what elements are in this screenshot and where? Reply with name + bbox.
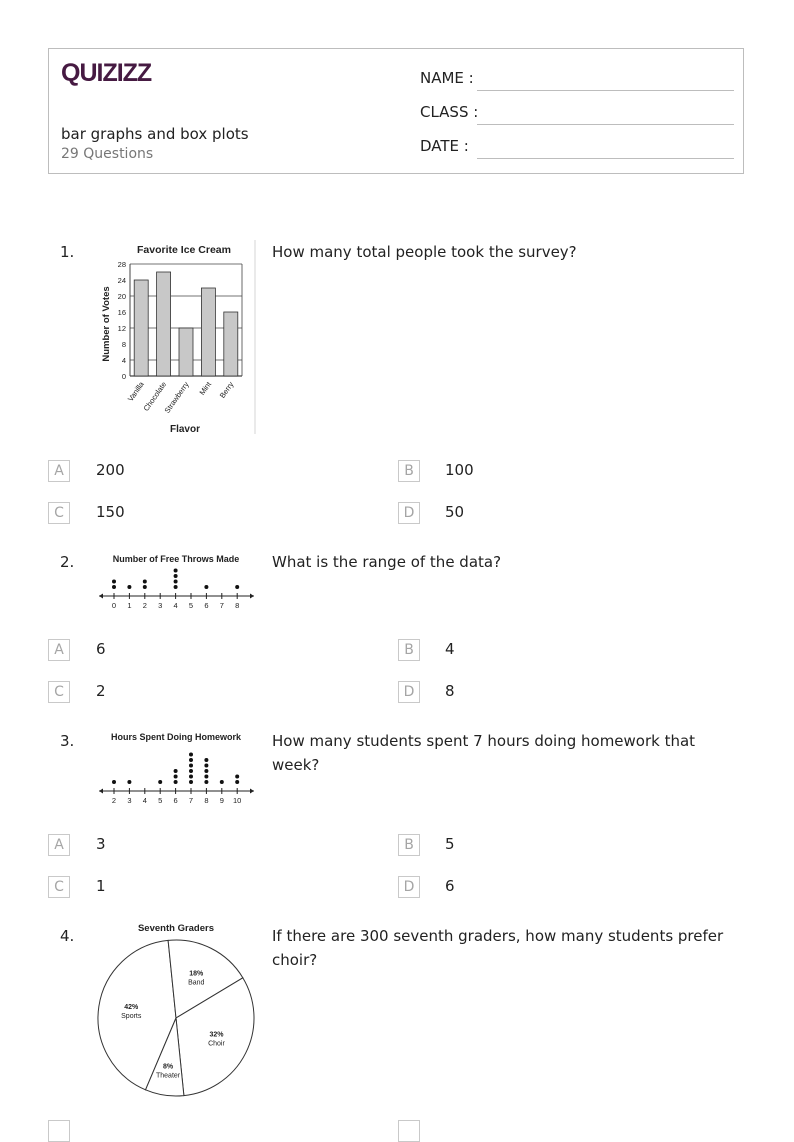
dot <box>189 764 193 768</box>
option-box-c[interactable]: C <box>48 876 70 898</box>
date-field[interactable] <box>420 135 734 159</box>
option-box-c[interactable]: C <box>48 681 70 703</box>
x-tick-label: 2 <box>111 796 117 805</box>
bar-vanilla <box>134 280 148 376</box>
dot <box>174 780 178 784</box>
chart-title: Hours Spent Doing Homework <box>110 732 242 742</box>
x-tick-label: 4 <box>142 796 147 805</box>
bar-berry <box>224 312 238 376</box>
dot <box>112 780 116 784</box>
option-b-text: 100 <box>445 461 474 479</box>
question-3-text: How many students spent 7 hours doing homework that week? <box>272 732 696 774</box>
x-tick-label: Vanilla <box>125 379 146 404</box>
x-tick-label: 3 <box>127 796 132 805</box>
dot <box>174 580 178 584</box>
x-tick-label: 7 <box>219 601 224 610</box>
option-box-b[interactable]: B <box>398 639 420 661</box>
option-box-partial[interactable] <box>398 1120 420 1142</box>
dot <box>127 585 131 589</box>
y-tick-label: 4 <box>121 356 126 365</box>
x-tick-label: 8 <box>204 796 209 805</box>
date-line <box>477 158 734 159</box>
dot <box>189 753 193 757</box>
dot <box>158 780 162 784</box>
dot <box>174 569 178 573</box>
y-tick-label: 8 <box>121 340 126 349</box>
option-box-a[interactable]: A <box>48 639 70 661</box>
option-d-text: 8 <box>445 682 455 700</box>
y-tick-label: 24 <box>117 276 126 285</box>
option-box-d[interactable]: D <box>398 876 420 898</box>
dot <box>204 780 208 784</box>
x-tick-label: 6 <box>204 601 209 610</box>
axis-arrow-right <box>250 594 254 599</box>
class-line <box>477 124 734 125</box>
y-tick-label: 20 <box>117 292 126 301</box>
option-box-d[interactable]: D <box>398 502 420 524</box>
dot <box>235 775 239 779</box>
x-tick-label: 4 <box>173 601 178 610</box>
chart-title: Favorite Ice Cream <box>137 244 231 256</box>
option-d-text: 6 <box>445 877 455 895</box>
dot <box>204 775 208 779</box>
question-4-text: If there are 300 seventh graders, how many students prefer choir? <box>272 927 724 969</box>
question-2-number: 2. <box>60 553 75 571</box>
slice-name-label: Choir <box>208 1040 225 1048</box>
option-box-a[interactable]: A <box>48 460 70 482</box>
x-tick-label: 2 <box>142 601 147 610</box>
option-box-a[interactable]: A <box>48 834 70 856</box>
y-tick-label: 12 <box>117 324 126 333</box>
option-a-text: 3 <box>96 835 106 853</box>
dot <box>189 758 193 762</box>
favorite-ice-cream-bar-chart <box>96 238 260 438</box>
dot <box>235 585 239 589</box>
x-tick-label: Mint <box>197 379 214 397</box>
dot <box>127 780 131 784</box>
dot <box>220 780 224 784</box>
dot <box>204 585 208 589</box>
dot <box>204 769 208 773</box>
question-1-text: How many total people took the survey? <box>272 243 577 261</box>
option-c-text: 1 <box>96 877 106 895</box>
date-label: DATE : <box>420 137 469 155</box>
option-box-b[interactable]: B <box>398 460 420 482</box>
y-tick-label: 0 <box>121 372 126 381</box>
chart-title: Number of Free Throws Made <box>112 554 240 564</box>
option-b-text: 5 <box>445 835 455 853</box>
bar-strawberry <box>179 328 193 376</box>
dot <box>189 780 193 784</box>
question-count: 29 Questions <box>61 146 154 162</box>
option-box-b[interactable]: B <box>398 834 420 856</box>
name-field[interactable] <box>420 67 734 91</box>
dot <box>204 758 208 762</box>
seventh-graders-pie-chart <box>96 918 260 1100</box>
dot <box>174 775 178 779</box>
dot <box>174 769 178 773</box>
class-label: CLASS : <box>420 103 479 121</box>
chart-xlabel: Flavor <box>169 424 201 435</box>
chart-title: Seventh Graders <box>137 923 215 934</box>
dot <box>189 775 193 779</box>
worksheet-header <box>48 48 744 174</box>
option-c-text: 2 <box>96 682 106 700</box>
x-tick-label: Berry <box>217 379 236 400</box>
x-tick-label: 0 <box>111 601 117 610</box>
x-tick-label: 10 <box>233 796 242 805</box>
question-3-number: 3. <box>60 732 75 750</box>
x-tick-label: Strawberry <box>162 379 191 415</box>
x-tick-label: Chocolate <box>141 379 169 413</box>
slice-name-label: Sports <box>121 1013 142 1021</box>
homework-hours-dot-plot <box>96 728 260 812</box>
worksheet-title: bar graphs and box plots <box>61 125 249 143</box>
option-box-d[interactable]: D <box>398 681 420 703</box>
class-field[interactable] <box>420 101 734 125</box>
axis-arrow-right <box>250 789 254 794</box>
dot <box>112 585 116 589</box>
slice-percent-label: 18% <box>189 970 204 978</box>
name-line <box>477 90 734 91</box>
x-tick-label: 3 <box>158 601 163 610</box>
question-1-number: 1. <box>60 243 75 261</box>
bar-mint <box>201 288 215 376</box>
x-tick-label: 5 <box>158 796 163 805</box>
slice-percent-label: 42% <box>124 1004 139 1012</box>
x-tick-label: 6 <box>173 796 178 805</box>
bar-chocolate <box>157 272 171 376</box>
dot <box>235 780 239 784</box>
slice-name-label: Theater <box>156 1072 181 1080</box>
x-tick-label: 7 <box>188 796 194 805</box>
option-box-partial[interactable] <box>48 1120 70 1142</box>
x-tick-label: 8 <box>235 601 240 610</box>
dot <box>189 769 193 773</box>
dot <box>204 764 208 768</box>
option-b-text: 4 <box>445 640 455 658</box>
dot <box>143 580 147 584</box>
slice-percent-label: 32% <box>209 1031 224 1039</box>
axis-arrow-left <box>99 594 103 599</box>
name-label: NAME : <box>420 69 474 87</box>
dot <box>112 580 116 584</box>
quizizz-logo: QUIZIZZ <box>61 59 152 87</box>
dot <box>174 585 178 589</box>
dot <box>174 574 178 578</box>
x-tick-label: 5 <box>188 601 194 610</box>
dot <box>143 585 147 589</box>
option-box-c[interactable]: C <box>48 502 70 524</box>
slice-name-label: Band <box>188 979 205 987</box>
question-2-text: What is the range of the data? <box>272 553 502 571</box>
option-a-text: 6 <box>96 640 106 658</box>
option-d-text: 50 <box>445 503 465 521</box>
question-4-number: 4. <box>60 927 75 945</box>
slice-percent-label: 8% <box>163 1063 174 1071</box>
option-c-text: 150 <box>96 503 125 521</box>
y-tick-label: 28 <box>117 260 126 269</box>
chart-ylabel: Number of Votes <box>101 286 112 362</box>
x-tick-label: 1 <box>127 601 132 610</box>
axis-arrow-left <box>99 789 103 794</box>
free-throws-dot-plot <box>96 550 260 616</box>
option-a-text: 200 <box>96 461 125 479</box>
y-tick-label: 16 <box>117 308 126 317</box>
x-tick-label: 9 <box>219 796 224 805</box>
